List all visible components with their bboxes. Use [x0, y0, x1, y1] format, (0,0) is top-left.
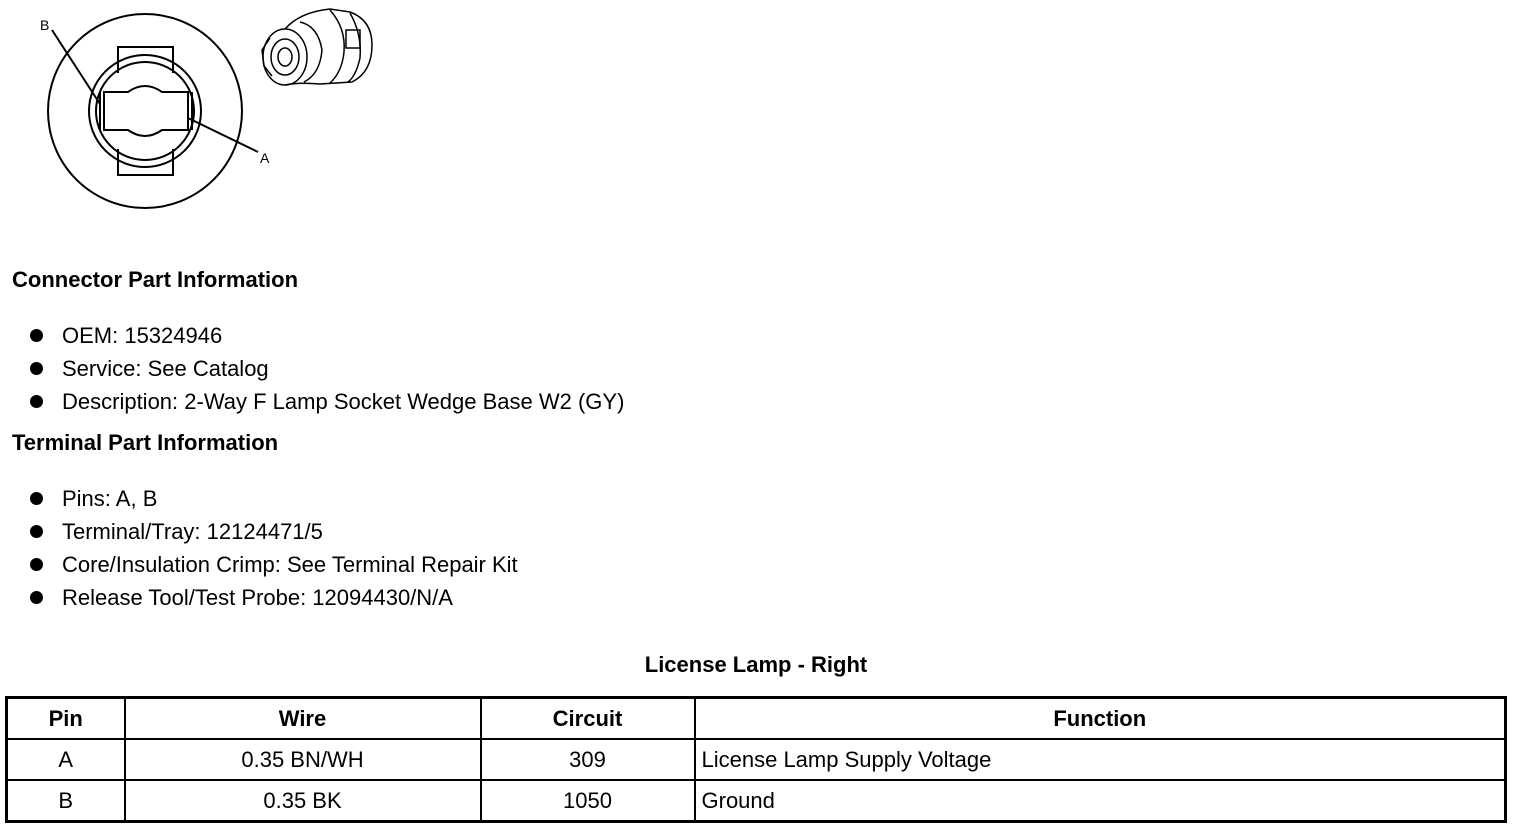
connector-face-outer-ring: [48, 14, 242, 208]
table-header-row: [7, 698, 1506, 740]
circuit-cell: 309: [481, 739, 695, 780]
wire-cell: 0.35 BN/WH: [125, 739, 481, 780]
function-cell: License Lamp Supply Voltage: [695, 739, 1506, 780]
list-item: [30, 319, 624, 352]
bullet-icon: [30, 558, 43, 571]
pin-cell: B: [7, 780, 125, 822]
callout-b-label: B: [40, 17, 50, 33]
connector-illustration: [0, 0, 400, 240]
table-row: [7, 739, 1506, 780]
function-cell: Ground: [695, 780, 1506, 822]
list-item: [30, 581, 518, 614]
terminal-crimp: Core/Insulation Crimp: See Terminal Repair Kit: [62, 552, 518, 577]
pin-cell: A: [7, 739, 125, 780]
wire-cell: 0.35 BK: [125, 780, 481, 822]
list-item: [30, 515, 518, 548]
connector-service: Service: See Catalog: [62, 356, 269, 381]
terminal-part-info-list: [30, 482, 518, 614]
bullet-icon: [30, 395, 43, 408]
connector-part-info-heading: Connector Part Information: [12, 267, 299, 292]
list-item: [30, 385, 624, 418]
bullet-icon: [30, 362, 43, 375]
table-row: [7, 780, 1506, 822]
bullet-icon: [30, 591, 43, 604]
connector-top-latch: [118, 47, 173, 73]
column-header-wire: Wire: [125, 698, 481, 740]
pinout-table: [5, 696, 1507, 823]
list-item: [30, 352, 624, 385]
lamp-socket-perspective: [262, 9, 372, 85]
terminal-part-info-heading: Terminal Part Information: [12, 430, 279, 455]
connector-face-inner-ring: [89, 55, 201, 167]
callout-a-label: A: [260, 150, 270, 166]
bullet-icon: [30, 492, 43, 505]
terminal-tray: Terminal/Tray: 12124471/5: [62, 519, 323, 544]
terminal-release-tool: Release Tool/Test Probe: 12094430/N/A: [62, 585, 453, 610]
connector-face-cavity: [96, 62, 194, 160]
bullet-icon: [30, 329, 43, 342]
list-item: [30, 482, 518, 515]
terminal-pins: Pins: A, B: [62, 486, 158, 511]
column-header-circuit: Circuit: [481, 698, 695, 740]
connector-description: Description: 2-Way F Lamp Socket Wedge Base W2 (GY): [62, 389, 625, 414]
column-header-pin: Pin: [7, 698, 125, 740]
list-item: [30, 548, 518, 581]
column-header-function: Function: [695, 698, 1506, 740]
wedge-base-slot: [104, 86, 188, 136]
table-title: License Lamp - Right: [644, 652, 868, 677]
bullet-icon: [30, 525, 43, 538]
circuit-cell: 1050: [481, 780, 695, 822]
connector-oem: OEM: 15324946: [62, 323, 223, 348]
connector-part-info-list: [30, 319, 624, 418]
callout-a-leader: [188, 118, 258, 152]
connector-bottom-latch: [118, 149, 173, 175]
